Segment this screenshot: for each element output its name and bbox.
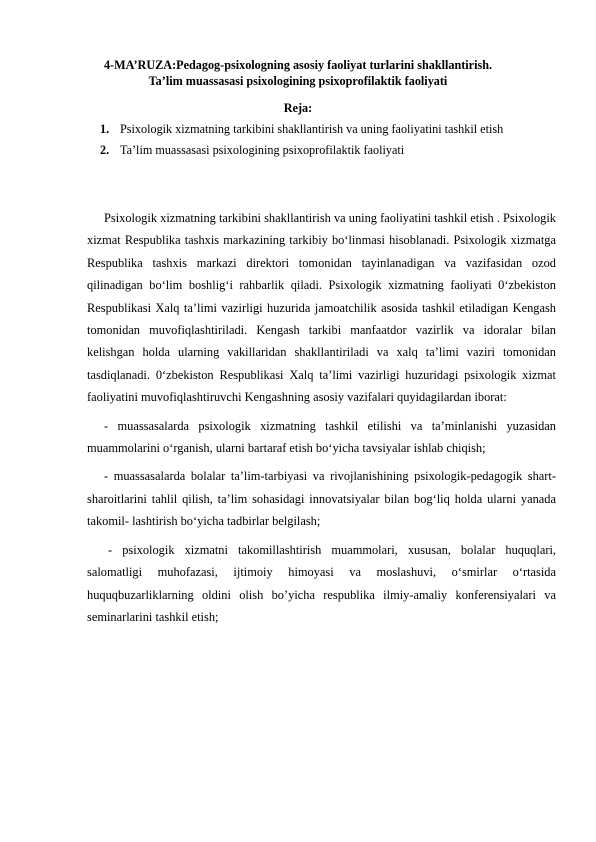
plan-heading: Reja: (283, 101, 313, 115)
lecture-title (60, 57, 536, 89)
plan-item-number: 1. (100, 122, 110, 136)
plan-item (100, 143, 540, 158)
paragraph-task-2: - muassasalarda bolalar ta’lim-tarbiyasi va rivojlanishining psixologik-pedagogik shart-sharoitlarini tahlil qilish, ta’lim sohasidagi innovatsiyalar bilan bog‘liq holda ularni yanada takomil- lashtirish bo‘yicha tadbirlar belgilash; (87, 469, 556, 529)
paragraph-task-3: - psixologik xizmatni takomillashtirish muammolari, xususan, bolalar huquqlari, salomatligi muhofazasi, ijtimoiy himoyasi va moslashuvi, o‘smirlar o‘rtasida huquqbuzarliklarning oldini olish bo’yicha respublika ilmiy-amaliy konferensiyalari va seminarlarini tashkil etish; (87, 542, 556, 624)
title-line-1: 4-MA’RUZA:Pedagog-psixologning asosiy faoliyat turlarini shakllantirish. (103, 58, 493, 72)
plan-item-number: 2. (100, 142, 110, 157)
plan-item-text: Ta’lim muassasasi psixologining psixoprofilaktik faoliyati (120, 142, 405, 157)
body-text (87, 207, 556, 634)
title-line-2: Ta’lim muassasasi psixologining psixoprofilaktik faoliyati (148, 74, 448, 88)
plan-list (100, 122, 540, 163)
paragraph-intro: Psixologik xizmatning tarkibini shakllantirish va uning faoliyatini tashkil etish . Psixologik xizmat Respublika tashxis markazining tarkibiy bo‘linmasi hisoblanadi. Psixologik xizmatga Respublika tashxis markazi direktori tomonidan tayinlanadigan va vazifasidan ozod qilinadigan bo‘lim boshlig‘i rahbarlik qiladi. Psixologik xizmatning faoliyati 0‘zbekiston Respublikasi Xalq ta’limi vazirligi huzurida jamoatchilik asosida tashkil etiladigan Kengash tomonidan muvofiqlashtiriladi. Kengash tarkibi manfaatdor vazirlik va idoralar bilan kelishgan holda ularning vakillaridan shakllantiriladi va xalq ta’limi vaziri tomonidan tasdiqlanadi. 0‘zbekiston Respublikasi Xalq ta’limi vazirligi huzuridagi psixologik xizmat faoliyatini muvofiqlashtiruvchi Kengashning asosiy vazifalari quyidagilardan iborat: (87, 211, 556, 405)
paragraph-task-1: - muassasalarda psixologik xizmatning tashkil etilishi va ta’minlanishi yuzasidan muammolarini o‘rganish, ularni bartaraf etish bo‘yicha tavsiyalar ishlab chiqish; (87, 418, 556, 456)
plan-item-text: Psixologik xizmatning tarkibini shakllantirish va uning faoliyatini tashkil etish (120, 122, 504, 136)
plan-item (100, 122, 540, 137)
